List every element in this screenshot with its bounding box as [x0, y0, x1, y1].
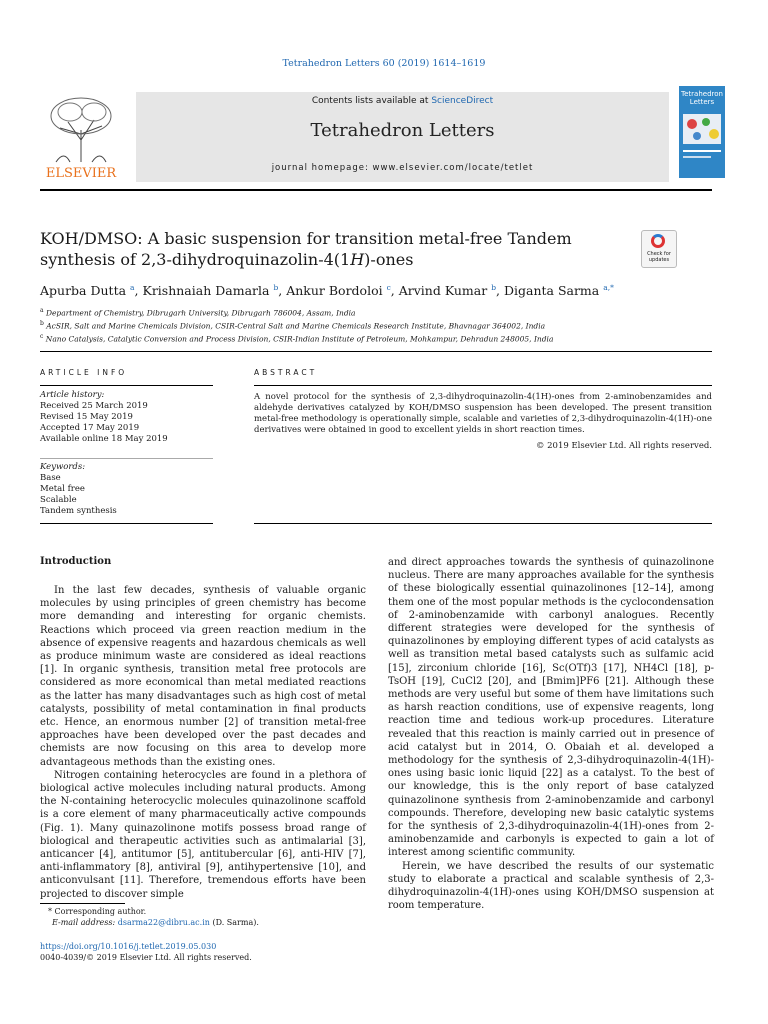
- abstract-text: A novel protocol for the synthesis of 2,3-dihydroquinazolin-4(1H)-ones from 2-aminobenzamides and aldehyde derivatives catalyzed by KOH/DMSO suspension has been developed. The present transition metal-free methodology is operationally simple, scalable and varieties of 2,3-dihydroquinazolin-4(1H)-one derivatives were obtained in good to excellent yields in short reaction times.: [254, 392, 712, 435]
- keyword: Base: [40, 473, 61, 483]
- history-label: Article history:: [40, 390, 105, 400]
- header-rule: [40, 189, 712, 191]
- history-online: Available online 18 May 2019: [40, 434, 168, 444]
- update-icon: [651, 234, 665, 248]
- check-for-updates-button[interactable]: [641, 230, 677, 268]
- paragraph: and direct approaches towards the synthesis of quinazolinone nucleus. There are many approaches available for the synthesis of these biologically essential quinazolinones [12–14], among them one of the most popular methods is the cyclocondensation of 2-aminobenzamide with carbonyl analogues. Recently different strategies were developed for the synthesis of quinazolinones by employing different types of acid catalysts as well as transition metal based catalysts such as sulfamic acid [15], zirconium chloride [16], Sc(OTf)3 [17], NH4Cl [18], p-TsOH [19], CuCl2 [20], and [Bmim]PF6 [21]. Although these methods are very useful but some of them have limitations such as harsh reaction conditions, use of expensive reagents, long reaction time and tedious work-up procedures. Literature revealed that this reaction is mainly carried out in presence of acid catalyst but in 2014, O. Obaiah et al. developed a methodology for the synthesis of 2,3-dihydroquinazolin-4(1H)-ones using basic ionic liquid [22] as a catalyst. To the best of our knowledge, this is the only report of base catalyzed quinazolinone synthesis from 2-aminobenzamide and carbonyl compounds. Therefore, developing new basic catalytic systems for the synthesis of 2,3-dihydroquinazolin-4(1H)-ones from 2-aminobenzamide and carbonyls is expected to gain a lot of interest among scientific community.: [388, 557, 714, 859]
- history-accepted: Accepted 17 May 2019: [40, 423, 140, 433]
- cover-title: Tetrahedron Letters: [681, 90, 723, 106]
- article-history: [40, 390, 218, 445]
- abstract-rule: [254, 523, 712, 524]
- footnote-rule: [40, 903, 125, 904]
- affiliations: [40, 306, 720, 345]
- doi-link[interactable]: https://doi.org/10.1016/j.tetlet.2019.05.030: [40, 942, 217, 951]
- section-rule: [40, 351, 712, 352]
- check-for-updates-label: Check for updates: [647, 251, 671, 263]
- body-column-left: [40, 584, 366, 901]
- history-received: Received 25 March 2019: [40, 401, 148, 411]
- journal-header-box: [136, 92, 669, 182]
- abstract-heading: ABSTRACT: [254, 368, 318, 377]
- keyword: Metal free: [40, 484, 85, 494]
- keywords: [40, 462, 218, 517]
- keyword: Scalable: [40, 495, 77, 505]
- sciencedirect-link[interactable]: ScienceDirect: [431, 96, 494, 106]
- journal-title: Tetrahedron Letters: [310, 120, 495, 141]
- keywords-label: Keywords:: [40, 462, 86, 472]
- contents-prefix: Contents lists available at: [311, 96, 432, 106]
- affiliation: $^a$ Department of Chemistry, Dibrugarh University, Dibrugarh 786004, Assam, India: [40, 307, 356, 318]
- introduction-heading: Introduction: [40, 556, 112, 567]
- author[interactable]: Krishnaiah Damarla $^b$: [142, 283, 279, 299]
- info-rule: [40, 385, 213, 386]
- article-title: KOH/DMSO: A basic suspension for transition metal-free Tandem synthesis of 2,3-dihydroquinazolin-4(1H)-ones: [40, 229, 572, 269]
- paragraph: Nitrogen containing heterocycles are found in a plethora of biological active molecules including natural products. Among the N-containing heterocyclic molecules quinazolinone scaffold is a core element of many pharmaceutically active compounds (Fig. 1). Many quinazolinone motifs possess broad range of biological and therapeutic activities such as antimalarial [3], anticancer [4], antitumor [5], antitubercular [6], anti-HIV [7], anti-inflammatory [8], antiviral [9], antihypertensive [10], and anticonvulsant [11]. Therefore, tremendous efforts have been projected to discover simple: [40, 769, 366, 900]
- journal-cover-thumbnail[interactable]: [679, 86, 725, 178]
- body-column-right: [388, 556, 714, 912]
- paragraph: In the last few decades, synthesis of valuable organic molecules by using principles of green chemistry has become more demanding and interesting for organic chemists. Reactions which proceed via green reaction medium in the absence of expensive reagents and hazardous chemicals as well as produce minimum waste are considered as ideal reactions [1]. In organic synthesis, transition metal free protocols are considered as more economical than metal mediated reactions as the latter has many disadvantages such as high cost of metal catalysts, possibility of metal contamination in final products etc. Hence, an enormous number [2] of transition metal-free approaches have been developed over the past decades and chemists are now focusing on this area to develop more advantageous methods than the existing ones.: [40, 585, 366, 768]
- email-line: E-mail address: dsarma22@dibru.ac.in (D. Sarma).: [52, 918, 259, 927]
- issn-copyright: 0040-4039/© 2019 Elsevier Ltd. All rights reserved.: [40, 953, 252, 962]
- affiliation: $^c$ Nano Catalysis, Catalytic Conversion and Process Division, CSIR-Indian Institute of Petroleum, Mohkampur, Dehradun 248005, India: [40, 333, 554, 344]
- author[interactable]: Ankur Bordoloi $^c$: [286, 283, 391, 299]
- affiliation: $^b$ AcSIR, Salt and Marine Chemicals Division, CSIR-Central Salt and Marine Chemicals Research Institute, Bhavnagar 364002, India: [40, 320, 546, 331]
- elsevier-wordmark: ELSEVIER: [45, 166, 117, 181]
- journal-reference[interactable]: Tetrahedron Letters 60 (2019) 1614–1619: [282, 58, 486, 69]
- corresponding-author-note: * Corresponding author.: [48, 907, 147, 916]
- elsevier-logo[interactable]: [40, 92, 122, 182]
- abstract-copyright: © 2019 Elsevier Ltd. All rights reserved.: [535, 441, 712, 451]
- article-info-heading: ARTICLE INFO: [40, 368, 128, 377]
- footnote: [40, 906, 370, 928]
- author-list: Apurba Dutta $^a$, Krishnaiah Damarla $^b$, Ankur Bordoloi $^c$, Arvind Kumar $^b$, Diganta Sarma $^{a,*}$: [40, 283, 614, 299]
- info-rule: [40, 458, 213, 459]
- author[interactable]: Diganta Sarma $^{a,*}$: [503, 283, 614, 299]
- masthead: [40, 92, 730, 182]
- history-revised: Revised 15 May 2019: [40, 412, 133, 422]
- abstract-rule: [254, 385, 712, 386]
- email-link[interactable]: dsarma22@dibru.ac.in: [117, 918, 210, 927]
- contents-line: [136, 96, 669, 106]
- journal-homepage-link[interactable]: journal homepage: www.elsevier.com/locate/tetlet: [271, 163, 534, 173]
- author[interactable]: Arvind Kumar $^b$: [398, 283, 497, 299]
- paragraph: Herein, we have described the results of our systematic study to elaborate a practical and scalable synthesis of 2,3-dihydroquinazolin-4(1H)-ones using KOH/DMSO suspension at room temperature.: [388, 860, 714, 912]
- keyword: Tandem synthesis: [40, 506, 117, 516]
- info-rule: [40, 523, 213, 524]
- author[interactable]: Apurba Dutta $^a$: [40, 283, 135, 299]
